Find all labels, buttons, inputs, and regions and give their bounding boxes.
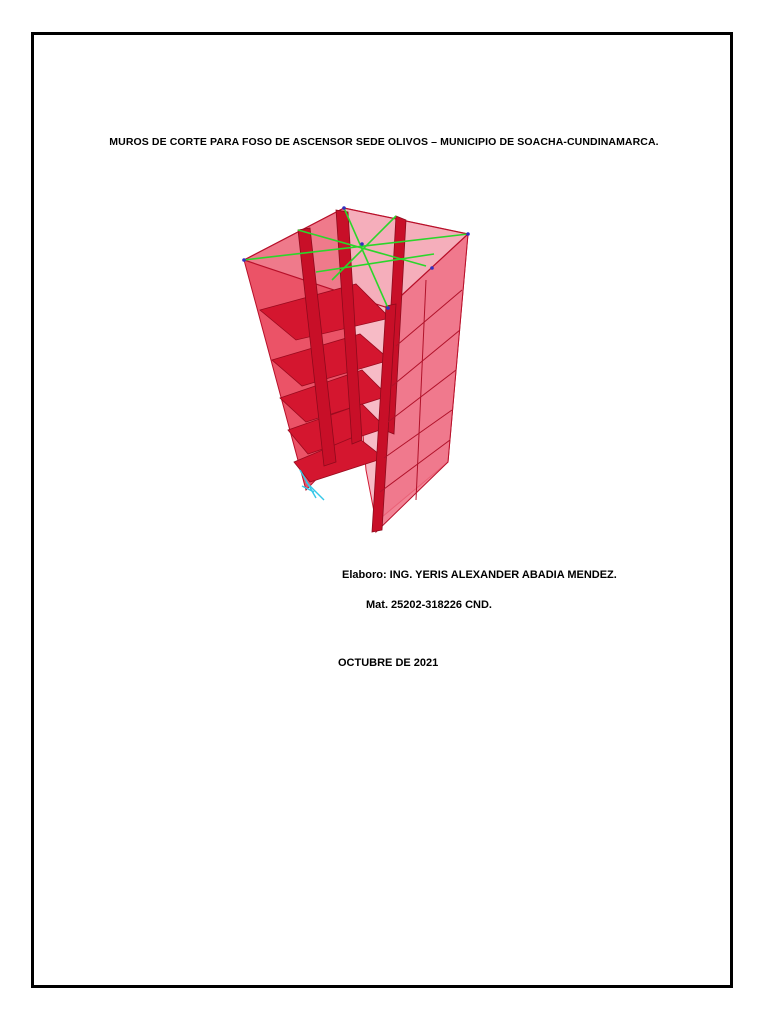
shear-wall-3d-model xyxy=(236,200,476,540)
author-line: Elaboro: ING. YERIS ALEXANDER ABADIA MENDEZ. xyxy=(342,569,617,581)
date-line: OCTUBRE DE 2021 xyxy=(338,657,439,669)
registration-line: Mat. 25202-318226 CND. xyxy=(366,599,492,611)
document-title: MUROS DE CORTE PARA FOSO DE ASCENSOR SEDE OLIVOS – MUNICIPIO DE SOACHA-CUNDINAMARCA. xyxy=(109,136,659,148)
